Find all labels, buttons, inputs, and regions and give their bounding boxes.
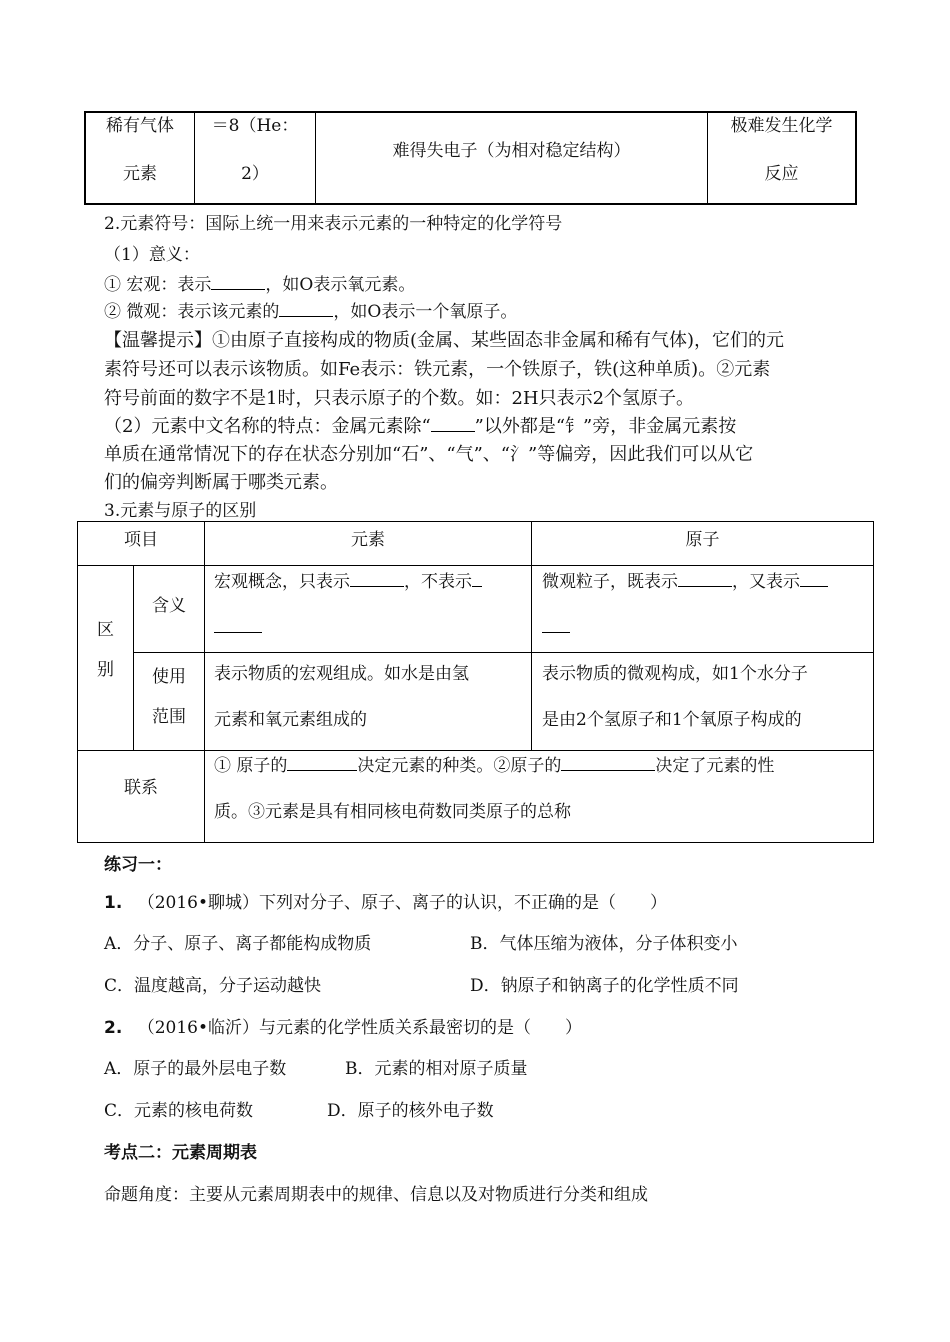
answer-blank[interactable]: [561, 754, 655, 771]
atom-usage-line-2: 是由2个氢原子和1个氧原子构成的: [542, 710, 802, 730]
macro-line: [104, 270, 415, 295]
relation-label: 联系: [124, 778, 158, 798]
tip-line-1: 【温馨提示】①由原子直接构成的物质(金属、某些固态非金属和稀有气体)，它们的元: [104, 330, 785, 351]
table1-cell-group-2: 元素: [123, 164, 157, 184]
section2-heading: 2.元素符号：国际上统一用来表示元素的一种特定的化学符号: [104, 214, 563, 234]
header-element: 元素: [351, 530, 385, 550]
usage-row-label-1: 使用: [152, 667, 186, 687]
table1-cell-property-2: 反应: [764, 164, 799, 184]
table1-cell-property: 极难发生化学: [730, 116, 833, 136]
q1-option-c[interactable]: C．温度越高，分子运动越快: [104, 976, 322, 996]
element-meaning-text-b: ，不表示: [404, 572, 472, 592]
naming-text-b: ”以外都是“钅”旁，非金属元素按: [474, 416, 737, 437]
answer-blank[interactable]: [431, 415, 475, 432]
answer-blank[interactable]: [678, 570, 732, 587]
q2-option-c[interactable]: C．元素的核电荷数: [104, 1101, 254, 1121]
question-1: [104, 888, 667, 913]
exercise1-title: 练习一：: [104, 855, 172, 875]
question-2-text: （2016•临沂）与元素的化学性质关系最密切的是（ ）: [137, 1018, 582, 1038]
section3-heading: 3.元素与原子的区别: [104, 501, 257, 521]
answer-blank[interactable]: [279, 300, 333, 317]
relation-text-a: ① 原子的: [214, 756, 288, 776]
naming-text-a: （2）元素中文名称的特点：金属元素除“: [104, 416, 431, 437]
question-2-number: 2.: [104, 1018, 123, 1038]
answer-blank[interactable]: [472, 570, 482, 587]
tip-line-3: 符号前面的数字不是1时，只表示原子的个数。如：2H只表示2个氢原子。: [104, 388, 695, 409]
element-meaning-text-a: 宏观概念，只表示: [214, 572, 350, 592]
macro-text-a: ① 宏观：表示: [104, 275, 212, 295]
answer-blank[interactable]: [211, 273, 265, 290]
question-1-text: （2016•聊城）下列对分子、原子、离子的认识，不正确的是（ ）: [137, 893, 667, 913]
atom-meaning-line-2: [542, 606, 570, 651]
micro-text-b: ，如O表示一个氧原子。: [333, 302, 518, 322]
relation-text-c: 决定了元素的性: [655, 756, 775, 776]
macro-text-b: ，如O表示氧元素。: [265, 275, 416, 295]
relation-line-2: 质。③元素是具有相同核电荷数同类原子的总称: [214, 802, 571, 822]
q2-option-a[interactable]: A．原子的最外层电子数: [104, 1059, 287, 1079]
header-item: 项目: [124, 530, 158, 550]
element-usage-line-2: 元素和氧元素组成的: [214, 710, 367, 730]
question-2: [104, 1013, 582, 1038]
answer-blank[interactable]: [214, 616, 262, 633]
element-usage-line-1: 表示物质的宏观组成。如水是由氢: [214, 664, 469, 684]
answer-blank[interactable]: [287, 754, 357, 771]
table1-cell-group: 稀有气体: [106, 116, 174, 136]
naming-line-1: [104, 412, 736, 438]
answer-blank[interactable]: [350, 570, 404, 587]
micro-line: [104, 297, 517, 322]
naming-line-3: 们的偏旁判断属于哪类元素。: [104, 472, 338, 493]
header-atom: 原子: [685, 530, 720, 550]
table1-cell-tendency: 难得失电子（为相对稳定结构）: [392, 141, 631, 161]
element-meaning-line-2: [214, 606, 262, 651]
atom-meaning-text-a: 微观粒子，既表示: [542, 572, 678, 592]
atom-usage-line-1: 表示物质的微观构成，如1个水分子: [542, 664, 808, 684]
relation-line-1: [214, 744, 774, 789]
relation-text-b: 决定元素的种类。②原子的: [357, 756, 562, 776]
question-1-number: 1.: [104, 893, 123, 913]
atom-meaning-text-b: ，又表示: [732, 572, 800, 592]
topic2-title: 考点二：元素周期表: [104, 1143, 257, 1163]
q1-option-b[interactable]: B．气体压缩为液体，分子体积变小: [470, 934, 738, 954]
diff-label-2: 别: [97, 660, 114, 680]
naming-line-2: 单质在通常情况下的存在状态分别加“石”、“气”、“氵”等偏旁，因此我们可以从它: [104, 444, 754, 465]
meaning-label: （1）意义：: [104, 245, 200, 265]
tip-line-2: 素符号还可以表示该物质。如Fe表示：铁元素，一个铁原子，铁(这种单质)。②元素: [104, 359, 771, 380]
answer-blank[interactable]: [800, 570, 828, 587]
q1-option-a[interactable]: A．分子、原子、离子都能构成物质: [104, 934, 372, 954]
element-meaning-line-1: [214, 560, 482, 605]
meaning-row-label: 含义: [152, 596, 186, 616]
q2-option-d[interactable]: D．原子的核外电子数: [327, 1101, 494, 1121]
answer-blank[interactable]: [542, 616, 570, 633]
micro-text-a: ② 微观：表示该元素的: [104, 302, 280, 322]
diff-label-1: 区: [97, 620, 114, 640]
atom-meaning-line-1: [542, 560, 828, 605]
q1-option-d[interactable]: D．钠原子和钠离子的化学性质不同: [470, 976, 739, 996]
usage-row-label-2: 范围: [152, 707, 186, 727]
table1-cell-electrons: ＝8（He：: [211, 116, 299, 136]
topic2-angle: 命题角度：主要从元素周期表中的规律、信息以及对物质进行分类和组成: [104, 1185, 648, 1205]
table1-cell-electrons-2: 2）: [241, 164, 269, 184]
q2-option-b[interactable]: B．元素的相对原子质量: [345, 1059, 528, 1079]
